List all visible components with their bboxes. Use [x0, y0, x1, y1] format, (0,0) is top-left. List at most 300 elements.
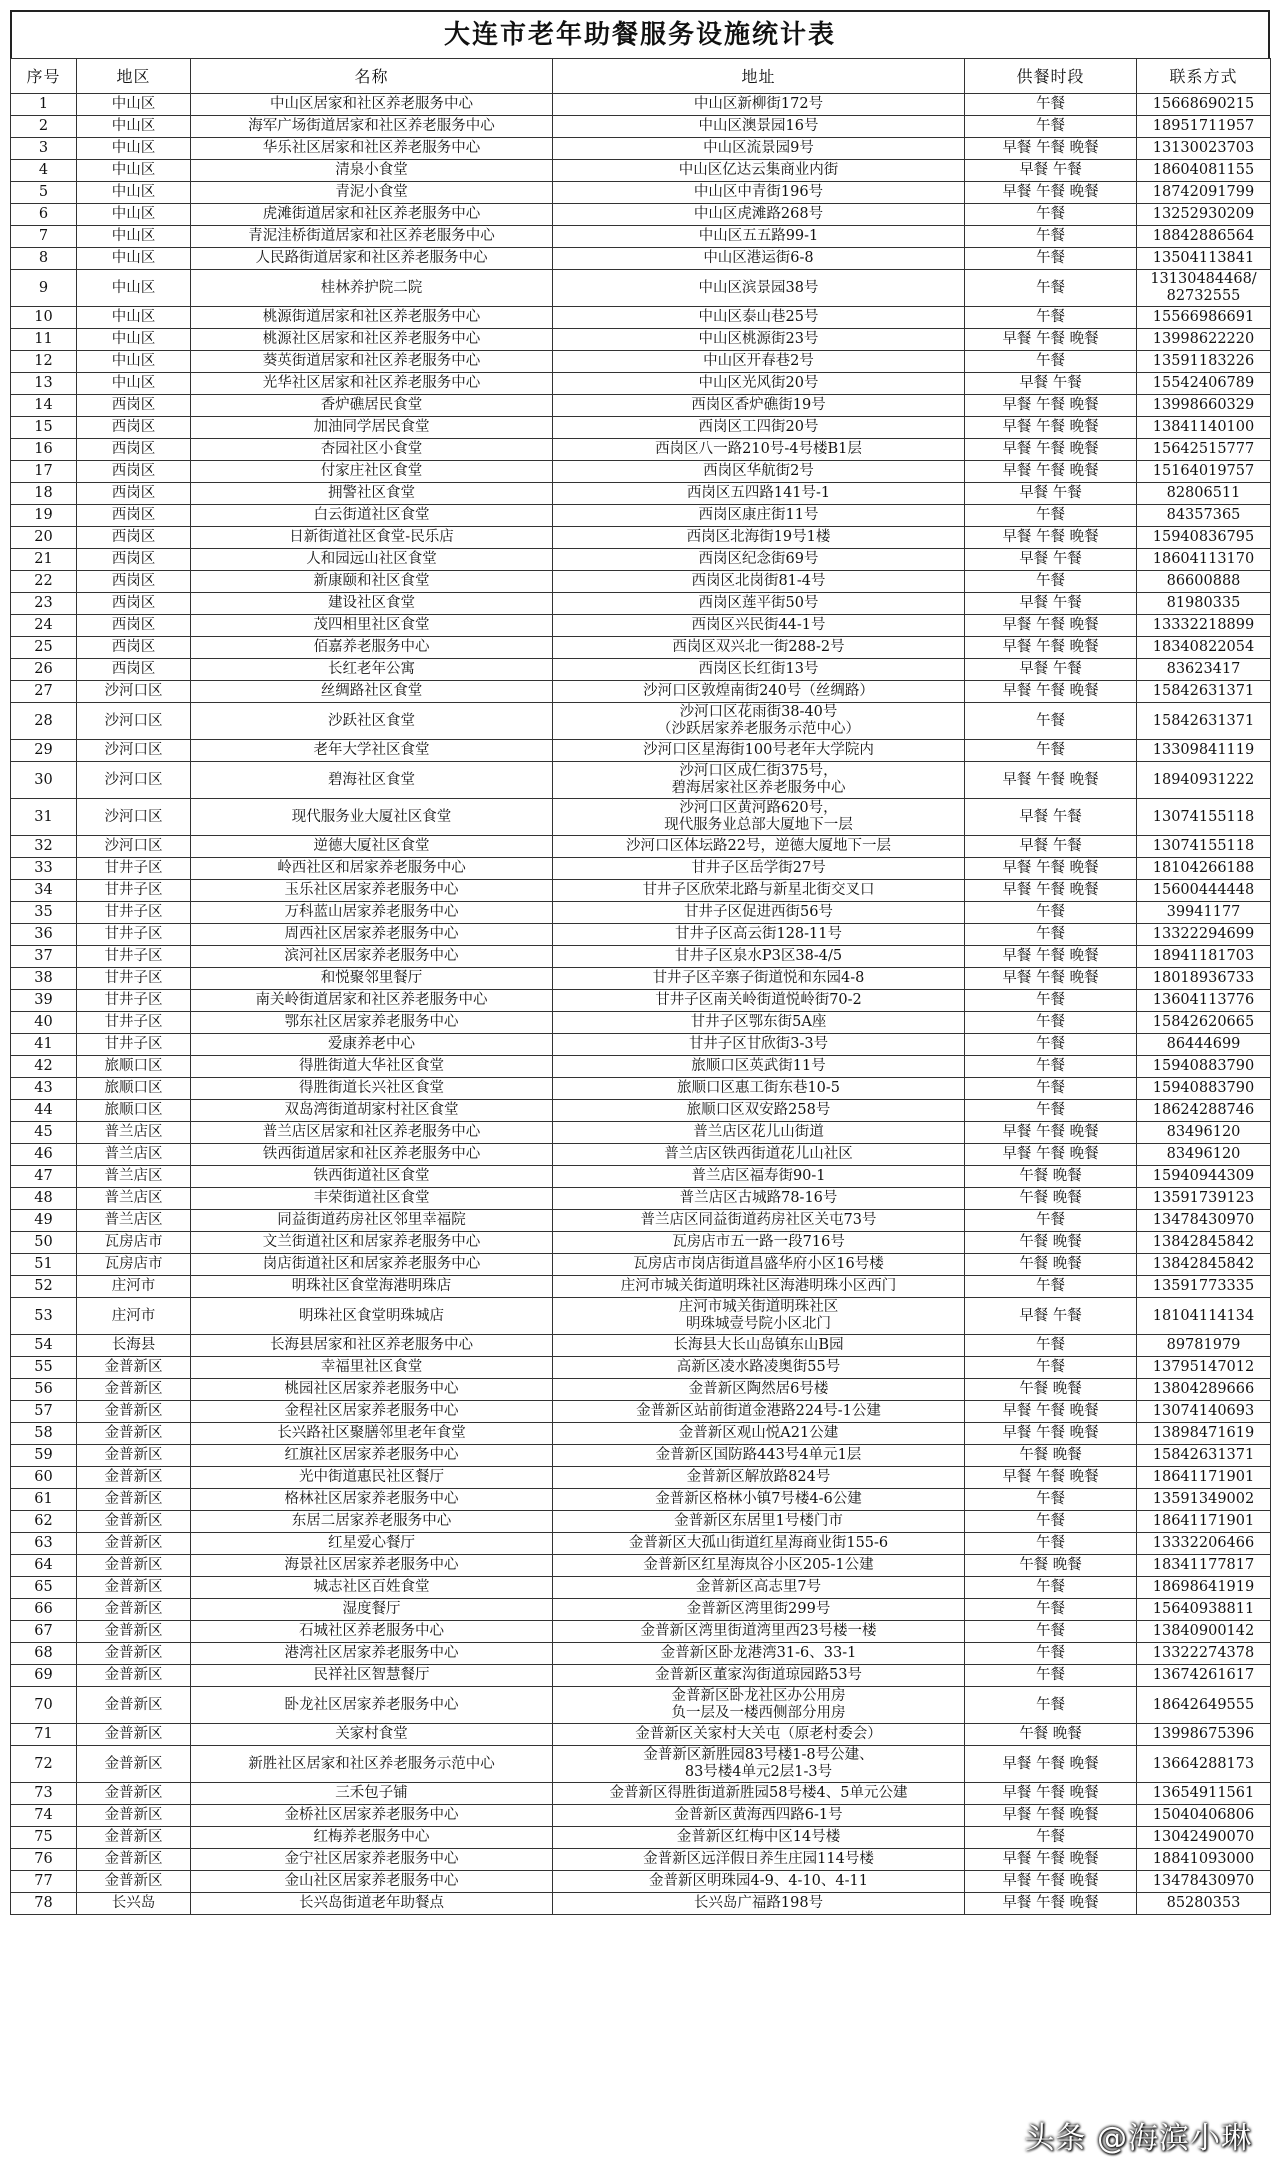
- cell-name: 香炉礁居民食堂: [191, 395, 553, 417]
- cell-contact: 15842620665: [1137, 1012, 1271, 1034]
- cell-district: 庄河市: [77, 1298, 191, 1335]
- cell-index: 12: [11, 351, 77, 373]
- cell-district: 西岗区: [77, 527, 191, 549]
- cell-index: 77: [11, 1871, 77, 1893]
- cell-index: 39: [11, 990, 77, 1012]
- cell-contact: 89781979: [1137, 1335, 1271, 1357]
- cell-index: 36: [11, 924, 77, 946]
- cell-name: 同益街道药房社区邻里幸福院: [191, 1210, 553, 1232]
- table-row: [11, 593, 1271, 615]
- cell-index: 10: [11, 307, 77, 329]
- table-row: [11, 946, 1271, 968]
- cell-meal-time: 早餐 午餐 晚餐: [965, 329, 1137, 351]
- table-row: [11, 571, 1271, 593]
- cell-name: 人和园远山社区食堂: [191, 549, 553, 571]
- cell-index: 41: [11, 1034, 77, 1056]
- cell-address: 普兰店区同益街道药房社区关屯73号: [553, 1210, 965, 1232]
- cell-address: 金普新区格林小镇7号楼4-6公建: [553, 1489, 965, 1511]
- header-name: 名称: [191, 59, 553, 94]
- cell-meal-time: 午餐: [965, 1577, 1137, 1599]
- cell-district: 甘井子区: [77, 924, 191, 946]
- cell-meal-time: 早餐 午餐: [965, 483, 1137, 505]
- cell-contact: 13478430970: [1137, 1210, 1271, 1232]
- table-row: [11, 1555, 1271, 1577]
- facility-table: [10, 58, 1271, 1915]
- cell-index: 24: [11, 615, 77, 637]
- cell-district: 金普新区: [77, 1724, 191, 1746]
- cell-name: 丝绸路社区食堂: [191, 681, 553, 703]
- cell-contact: 15566986691: [1137, 307, 1271, 329]
- cell-index: 51: [11, 1254, 77, 1276]
- table-row: [11, 461, 1271, 483]
- cell-contact: 13130023703: [1137, 138, 1271, 160]
- cell-address: 金普新区卧龙港湾31-6、33-1: [553, 1643, 965, 1665]
- cell-address: 瓦房店市五一路一段716号: [553, 1232, 965, 1254]
- cell-address: 中山区桃源街23号: [553, 329, 965, 351]
- cell-address: 甘井子区甘欣街3-3号: [553, 1034, 965, 1056]
- cell-address: 中山区澳景园16号: [553, 116, 965, 138]
- cell-name: 桃园社区居家养老服务中心: [191, 1379, 553, 1401]
- cell-address: 金普新区新胜园83号楼1-8号公建、 83号楼4单元2层1-3号: [553, 1746, 965, 1783]
- table-row: [11, 659, 1271, 681]
- table-row: [11, 270, 1271, 307]
- cell-district: 长海县: [77, 1335, 191, 1357]
- cell-index: 65: [11, 1577, 77, 1599]
- cell-contact: 15642515777: [1137, 439, 1271, 461]
- table-row: [11, 138, 1271, 160]
- cell-index: 52: [11, 1276, 77, 1298]
- cell-name: 明珠社区食堂明珠城店: [191, 1298, 553, 1335]
- cell-district: 西岗区: [77, 417, 191, 439]
- cell-name: 中山区居家和社区养老服务中心: [191, 94, 553, 116]
- cell-contact: 15842631371: [1137, 1445, 1271, 1467]
- cell-address: 长海县大长山岛镇东山B园: [553, 1335, 965, 1357]
- cell-contact: 18604081155: [1137, 160, 1271, 182]
- cell-contact: 13840900142: [1137, 1621, 1271, 1643]
- cell-address: 中山区滨景园38号: [553, 270, 965, 307]
- cell-address: 甘井子区促进西街56号: [553, 902, 965, 924]
- cell-contact: 18624288746: [1137, 1100, 1271, 1122]
- cell-name: 长兴岛街道老年助餐点: [191, 1893, 553, 1915]
- cell-contact: 15600444448: [1137, 880, 1271, 902]
- cell-address: 甘井子区岳学街27号: [553, 858, 965, 880]
- cell-address: 普兰店区福寿街90-1: [553, 1166, 965, 1188]
- cell-index: 7: [11, 226, 77, 248]
- cell-index: 66: [11, 1599, 77, 1621]
- cell-contact: 18641171901: [1137, 1511, 1271, 1533]
- cell-name: 日新街道社区食堂-民乐店: [191, 527, 553, 549]
- cell-meal-time: 早餐 午餐 晚餐: [965, 880, 1137, 902]
- cell-meal-time: 早餐 午餐 晚餐: [965, 1122, 1137, 1144]
- cell-address: 西岗区康庄街11号: [553, 505, 965, 527]
- cell-name: 南关岭街道居家和社区养老服务中心: [191, 990, 553, 1012]
- header-district: 地区: [77, 59, 191, 94]
- cell-name: 加油同学居民食堂: [191, 417, 553, 439]
- cell-district: 金普新区: [77, 1357, 191, 1379]
- cell-address: 中山区五五路99-1: [553, 226, 965, 248]
- header-address: 地址: [553, 59, 965, 94]
- cell-index: 47: [11, 1166, 77, 1188]
- cell-district: 金普新区: [77, 1849, 191, 1871]
- table-row: [11, 329, 1271, 351]
- table-row: [11, 226, 1271, 248]
- cell-meal-time: 早餐 午餐 晚餐: [965, 1467, 1137, 1489]
- cell-index: 28: [11, 703, 77, 740]
- cell-name: 青泥小食堂: [191, 182, 553, 204]
- cell-index: 21: [11, 549, 77, 571]
- cell-district: 旅顺口区: [77, 1056, 191, 1078]
- cell-district: 西岗区: [77, 395, 191, 417]
- cell-name: 老年大学社区食堂: [191, 740, 553, 762]
- cell-address: 金普新区站前街道金港路224号-1公建: [553, 1401, 965, 1423]
- cell-index: 72: [11, 1746, 77, 1783]
- cell-index: 9: [11, 270, 77, 307]
- table-row: [11, 527, 1271, 549]
- cell-meal-time: 午餐: [965, 204, 1137, 226]
- cell-name: 石城社区养老服务中心: [191, 1621, 553, 1643]
- cell-name: 明珠社区食堂海港明珠店: [191, 1276, 553, 1298]
- cell-contact: 86444699: [1137, 1034, 1271, 1056]
- cell-name: 金桥社区居家养老服务中心: [191, 1805, 553, 1827]
- header-contact: 联系方式: [1137, 59, 1271, 94]
- cell-contact: 18941181703: [1137, 946, 1271, 968]
- statistics-sheet: [10, 10, 1270, 1915]
- table-row: [11, 1232, 1271, 1254]
- cell-district: 中山区: [77, 160, 191, 182]
- cell-district: 金普新区: [77, 1827, 191, 1849]
- cell-name: 滨河社区居家养老服务中心: [191, 946, 553, 968]
- header-index: 序号: [11, 59, 77, 94]
- cell-contact: 85280353: [1137, 1893, 1271, 1915]
- cell-address: 普兰店区铁西街道花儿山社区: [553, 1144, 965, 1166]
- watermark: 头条 @海滨小琳: [1024, 2121, 1252, 2156]
- cell-name: 葵英街道居家和社区养老服务中心: [191, 351, 553, 373]
- cell-contact: 84357365: [1137, 505, 1271, 527]
- cell-district: 中山区: [77, 204, 191, 226]
- cell-address: 沙河口区花雨街38-40号 （沙跃居家养老服务示范中心）: [553, 703, 965, 740]
- cell-address: 中山区新柳街172号: [553, 94, 965, 116]
- table-row: [11, 1298, 1271, 1335]
- cell-district: 金普新区: [77, 1379, 191, 1401]
- table-row: [11, 1849, 1271, 1871]
- cell-name: 长红老年公寓: [191, 659, 553, 681]
- cell-meal-time: 早餐 午餐 晚餐: [965, 1423, 1137, 1445]
- table-row: [11, 902, 1271, 924]
- cell-district: 金普新区: [77, 1533, 191, 1555]
- cell-meal-time: 午餐: [965, 1335, 1137, 1357]
- cell-district: 西岗区: [77, 483, 191, 505]
- cell-name: 虎滩街道居家和社区养老服务中心: [191, 204, 553, 226]
- cell-index: 27: [11, 681, 77, 703]
- cell-contact: 13591773335: [1137, 1276, 1271, 1298]
- cell-index: 43: [11, 1078, 77, 1100]
- cell-contact: 15842631371: [1137, 681, 1271, 703]
- cell-contact: 13504113841: [1137, 248, 1271, 270]
- cell-contact: 39941177: [1137, 902, 1271, 924]
- table-row: [11, 439, 1271, 461]
- cell-meal-time: 午餐: [965, 1511, 1137, 1533]
- cell-index: 68: [11, 1643, 77, 1665]
- cell-district: 金普新区: [77, 1401, 191, 1423]
- cell-address: 金普新区明珠园4-9、4-10、4-11: [553, 1871, 965, 1893]
- cell-contact: 13130484468/ 82732555: [1137, 270, 1271, 307]
- cell-name: 桂林养护院二院: [191, 270, 553, 307]
- cell-district: 金普新区: [77, 1445, 191, 1467]
- cell-name: 湿度餐厅: [191, 1599, 553, 1621]
- cell-address: 西岗区莲平街50号: [553, 593, 965, 615]
- table-row: [11, 740, 1271, 762]
- cell-district: 金普新区: [77, 1423, 191, 1445]
- cell-district: 西岗区: [77, 637, 191, 659]
- cell-address: 中山区开春巷2号: [553, 351, 965, 373]
- cell-index: 18: [11, 483, 77, 505]
- cell-contact: 13322274378: [1137, 1643, 1271, 1665]
- cell-index: 25: [11, 637, 77, 659]
- cell-district: 金普新区: [77, 1599, 191, 1621]
- cell-contact: 13674261617: [1137, 1665, 1271, 1687]
- cell-meal-time: 午餐: [965, 94, 1137, 116]
- cell-index: 76: [11, 1849, 77, 1871]
- table-row: [11, 1871, 1271, 1893]
- cell-meal-time: 午餐: [965, 1078, 1137, 1100]
- cell-index: 29: [11, 740, 77, 762]
- cell-district: 甘井子区: [77, 858, 191, 880]
- cell-meal-time: 午餐: [965, 270, 1137, 307]
- cell-address: 金普新区关家村大关屯（原老村委会）: [553, 1724, 965, 1746]
- cell-address: 西岗区北海街19号1楼: [553, 527, 965, 549]
- cell-address: 西岗区香炉礁街19号: [553, 395, 965, 417]
- table-row: [11, 1166, 1271, 1188]
- cell-district: 西岗区: [77, 549, 191, 571]
- cell-address: 金普新区董家沟街道琼园路53号: [553, 1665, 965, 1687]
- cell-contact: 18104114134: [1137, 1298, 1271, 1335]
- cell-district: 沙河口区: [77, 762, 191, 799]
- cell-contact: 13842845842: [1137, 1232, 1271, 1254]
- cell-name: 铁西街道社区食堂: [191, 1166, 553, 1188]
- cell-index: 31: [11, 799, 77, 836]
- table-row: [11, 1724, 1271, 1746]
- cell-contact: 13804289666: [1137, 1379, 1271, 1401]
- cell-contact: 13332218899: [1137, 615, 1271, 637]
- table-row: [11, 762, 1271, 799]
- cell-district: 中山区: [77, 329, 191, 351]
- cell-contact: 18340822054: [1137, 637, 1271, 659]
- table-row: [11, 1034, 1271, 1056]
- cell-meal-time: 午餐: [965, 1100, 1137, 1122]
- cell-address: 中山区光风街20号: [553, 373, 965, 395]
- cell-index: 69: [11, 1665, 77, 1687]
- cell-meal-time: 早餐 午餐 晚餐: [965, 1871, 1137, 1893]
- cell-contact: 18641171901: [1137, 1467, 1271, 1489]
- cell-district: 中山区: [77, 116, 191, 138]
- cell-address: 旅顺口区惠工街东巷10-5: [553, 1078, 965, 1100]
- table-row: [11, 836, 1271, 858]
- table-row: [11, 1665, 1271, 1687]
- cell-address: 金普新区大孤山街道红星海商业街155-6: [553, 1533, 965, 1555]
- cell-contact: 18940931222: [1137, 762, 1271, 799]
- cell-district: 庄河市: [77, 1276, 191, 1298]
- cell-district: 中山区: [77, 270, 191, 307]
- cell-meal-time: 午餐: [965, 902, 1137, 924]
- cell-name: 玉乐社区居家养老服务中心: [191, 880, 553, 902]
- cell-meal-time: 早餐 午餐 晚餐: [965, 1849, 1137, 1871]
- cell-meal-time: 午餐 晚餐: [965, 1254, 1137, 1276]
- cell-district: 西岗区: [77, 593, 191, 615]
- cell-name: 桃源社区居家和社区养老服务中心: [191, 329, 553, 351]
- cell-district: 沙河口区: [77, 799, 191, 836]
- cell-name: 卧龙社区居家养老服务中心: [191, 1687, 553, 1724]
- cell-name: 格林社区居家养老服务中心: [191, 1489, 553, 1511]
- cell-address: 西岗区双兴北一街288-2号: [553, 637, 965, 659]
- cell-meal-time: 午餐: [965, 703, 1137, 740]
- cell-address: 中山区泰山巷25号: [553, 307, 965, 329]
- table-row: [11, 681, 1271, 703]
- table-row: [11, 160, 1271, 182]
- cell-name: 长海县居家和社区养老服务中心: [191, 1335, 553, 1357]
- cell-district: 中山区: [77, 351, 191, 373]
- cell-contact: 18698641919: [1137, 1577, 1271, 1599]
- cell-contact: 13074155118: [1137, 799, 1271, 836]
- cell-meal-time: 早餐 午餐: [965, 593, 1137, 615]
- cell-contact: 15640938811: [1137, 1599, 1271, 1621]
- cell-contact: 15940883790: [1137, 1078, 1271, 1100]
- cell-district: 金普新区: [77, 1665, 191, 1687]
- cell-meal-time: 早餐 午餐: [965, 659, 1137, 681]
- cell-meal-time: 午餐: [965, 1012, 1137, 1034]
- cell-index: 5: [11, 182, 77, 204]
- cell-meal-time: 午餐 晚餐: [965, 1445, 1137, 1467]
- cell-name: 周西社区居家养老服务中心: [191, 924, 553, 946]
- cell-contact: 83623417: [1137, 659, 1271, 681]
- cell-contact: 15940944309: [1137, 1166, 1271, 1188]
- cell-contact: 18341177817: [1137, 1555, 1271, 1577]
- cell-meal-time: 午餐 晚餐: [965, 1379, 1137, 1401]
- cell-address: 中山区港运街6-8: [553, 248, 965, 270]
- cell-contact: 13252930209: [1137, 204, 1271, 226]
- cell-meal-time: 早餐 午餐 晚餐: [965, 1783, 1137, 1805]
- cell-address: 沙河口区体坛路22号，逆德大厦地下一层: [553, 836, 965, 858]
- table-row: [11, 1577, 1271, 1599]
- cell-meal-time: 早餐 午餐 晚餐: [965, 1893, 1137, 1915]
- cell-index: 53: [11, 1298, 77, 1335]
- table-row: [11, 395, 1271, 417]
- cell-name: 现代服务业大厦社区食堂: [191, 799, 553, 836]
- cell-index: 42: [11, 1056, 77, 1078]
- table-row: [11, 1078, 1271, 1100]
- cell-district: 旅顺口区: [77, 1078, 191, 1100]
- cell-district: 中山区: [77, 182, 191, 204]
- cell-name: 金宁社区居家养老服务中心: [191, 1849, 553, 1871]
- cell-address: 西岗区北岗街81-4号: [553, 571, 965, 593]
- cell-index: 4: [11, 160, 77, 182]
- cell-meal-time: 午餐 晚餐: [965, 1166, 1137, 1188]
- cell-name: 碧海社区食堂: [191, 762, 553, 799]
- cell-district: 普兰店区: [77, 1144, 191, 1166]
- cell-name: 民祥社区智慧餐厅: [191, 1665, 553, 1687]
- cell-district: 中山区: [77, 307, 191, 329]
- table-row: [11, 1423, 1271, 1445]
- cell-address: 沙河口区成仁街375号， 碧海居家社区养老服务中心: [553, 762, 965, 799]
- cell-contact: 86600888: [1137, 571, 1271, 593]
- cell-contact: 13998622220: [1137, 329, 1271, 351]
- table-row: [11, 116, 1271, 138]
- cell-contact: 13604113776: [1137, 990, 1271, 1012]
- table-row: [11, 1357, 1271, 1379]
- cell-meal-time: 早餐 午餐: [965, 1298, 1137, 1335]
- cell-name: 双岛湾街道胡家村社区食堂: [191, 1100, 553, 1122]
- table-row: [11, 703, 1271, 740]
- cell-meal-time: 午餐: [965, 505, 1137, 527]
- cell-index: 64: [11, 1555, 77, 1577]
- cell-name: 建设社区食堂: [191, 593, 553, 615]
- cell-name: 人民路街道居家和社区养老服务中心: [191, 248, 553, 270]
- cell-index: 16: [11, 439, 77, 461]
- cell-contact: 13664288173: [1137, 1746, 1271, 1783]
- cell-index: 54: [11, 1335, 77, 1357]
- cell-index: 33: [11, 858, 77, 880]
- cell-district: 金普新区: [77, 1489, 191, 1511]
- cell-district: 金普新区: [77, 1871, 191, 1893]
- cell-meal-time: 午餐: [965, 1210, 1137, 1232]
- cell-district: 沙河口区: [77, 681, 191, 703]
- cell-address: 中山区中青街196号: [553, 182, 965, 204]
- cell-district: 金普新区: [77, 1555, 191, 1577]
- table-row: [11, 1401, 1271, 1423]
- cell-contact: 18604113170: [1137, 549, 1271, 571]
- table-row: [11, 1122, 1271, 1144]
- cell-name: 茂四相里社区食堂: [191, 615, 553, 637]
- cell-address: 金普新区卧龙社区办公用房 负一层及一楼西侧部分用房: [553, 1687, 965, 1724]
- cell-meal-time: 午餐: [965, 1357, 1137, 1379]
- cell-district: 普兰店区: [77, 1122, 191, 1144]
- table-row: [11, 637, 1271, 659]
- table-row: [11, 1621, 1271, 1643]
- cell-index: 58: [11, 1423, 77, 1445]
- cell-contact: 13478430970: [1137, 1871, 1271, 1893]
- table-row: [11, 1746, 1271, 1783]
- cell-contact: 13332206466: [1137, 1533, 1271, 1555]
- cell-name: 金山社区居家养老服务中心: [191, 1871, 553, 1893]
- cell-meal-time: 早餐 午餐: [965, 836, 1137, 858]
- cell-contact: 13322294699: [1137, 924, 1271, 946]
- cell-index: 75: [11, 1827, 77, 1849]
- cell-address: 甘井子区鄂东街5A座: [553, 1012, 965, 1034]
- cell-address: 中山区流景园9号: [553, 138, 965, 160]
- cell-name: 红星爱心餐厅: [191, 1533, 553, 1555]
- cell-name: 三禾包子铺: [191, 1783, 553, 1805]
- cell-district: 西岗区: [77, 439, 191, 461]
- cell-index: 11: [11, 329, 77, 351]
- cell-meal-time: 早餐 午餐 晚餐: [965, 1401, 1137, 1423]
- cell-meal-time: 早餐 午餐 晚餐: [965, 968, 1137, 990]
- cell-district: 金普新区: [77, 1577, 191, 1599]
- cell-name: 光华社区居家和社区养老服务中心: [191, 373, 553, 395]
- cell-index: 60: [11, 1467, 77, 1489]
- cell-district: 金普新区: [77, 1511, 191, 1533]
- cell-meal-time: 午餐: [965, 307, 1137, 329]
- cell-address: 旅顺口区英武街11号: [553, 1056, 965, 1078]
- cell-contact: 18951711957: [1137, 116, 1271, 138]
- cell-meal-time: 早餐 午餐 晚餐: [965, 182, 1137, 204]
- cell-district: 甘井子区: [77, 946, 191, 968]
- cell-index: 35: [11, 902, 77, 924]
- cell-address: 甘井子区辛寨子街道悦和东园4-8: [553, 968, 965, 990]
- cell-name: 得胜街道大华社区食堂: [191, 1056, 553, 1078]
- cell-meal-time: 午餐: [965, 1276, 1137, 1298]
- cell-index: 20: [11, 527, 77, 549]
- cell-address: 金普新区远洋假日养生庄园114号楼: [553, 1849, 965, 1871]
- cell-name: 海军广场街道居家和社区养老服务中心: [191, 116, 553, 138]
